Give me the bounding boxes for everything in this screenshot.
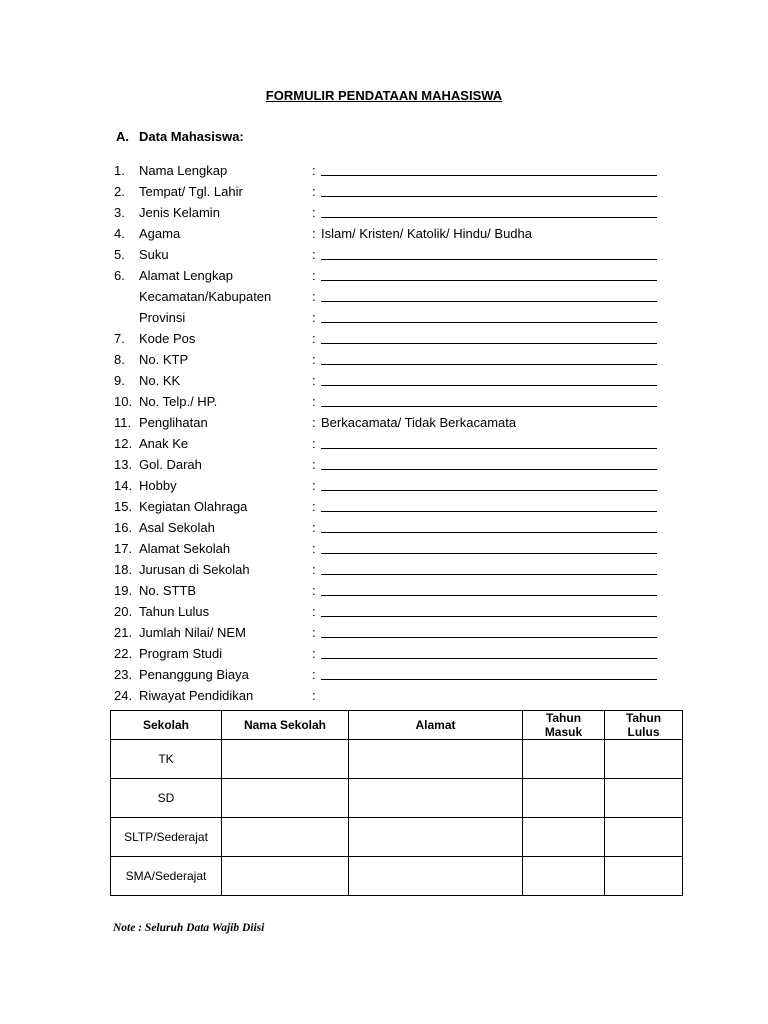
form-field-row [0,161,768,182]
school-level-cell: TK [111,740,222,779]
field-colon: : [312,499,316,514]
field-label: Jenis Kelamin [139,205,220,220]
field-number: 17. [114,541,133,556]
field-colon: : [312,457,316,472]
field-colon: : [312,394,316,409]
field-label: Kecamatan/Kabupaten [139,289,272,304]
field-number: 1. [114,163,125,178]
form-field-row [0,560,768,581]
field-number: 21. [114,625,133,640]
field-blank-line[interactable] [321,385,657,386]
form-field-row [0,350,768,371]
form-title: FORMULIR PENDATAAN MAHASISWA [265,88,503,103]
field-number: 6. [114,268,125,283]
field-number: 12. [114,436,133,451]
form-field-row [0,308,768,329]
field-label: No. STTB [139,583,197,598]
field-number: 15. [114,499,133,514]
field-number: 20. [114,604,133,619]
field-colon: : [312,436,316,451]
field-colon: : [312,352,316,367]
field-blank-line[interactable] [321,595,657,596]
field-number: 8. [114,352,125,367]
field-label: Tahun Lulus [139,604,210,619]
empty-entry-cell[interactable] [523,857,605,896]
field-label: Suku [139,247,169,262]
form-field-row [0,392,768,413]
field-colon: : [312,646,316,661]
field-blank-line[interactable] [321,448,657,449]
table-row [111,779,683,818]
field-label: No. KTP [139,352,189,367]
form-field-row [0,644,768,665]
field-colon: : [312,310,316,325]
field-blank-line[interactable] [321,679,657,680]
field-blank-line[interactable] [321,658,657,659]
table-header-cell [349,711,523,740]
form-field-row [0,602,768,623]
field-label: Alamat Lengkap [139,268,233,283]
field-blank-line[interactable] [321,490,657,491]
field-blank-line[interactable] [321,637,657,638]
form-field-row [0,266,768,287]
field-blank-line[interactable] [321,343,657,344]
field-number: 23. [114,667,133,682]
field-blank-line[interactable] [321,511,657,512]
field-number: 11. [114,415,132,430]
field-label: Agama [139,226,181,241]
field-blank-line[interactable] [321,322,657,323]
table-row [111,857,683,896]
empty-entry-cell[interactable] [349,740,523,779]
header-text: Masuk [544,725,583,739]
field-number: 14. [114,478,133,493]
education-history-table [110,710,683,896]
section-title: Data Mahasiswa: [139,129,244,144]
field-label: Kegiatan Olahraga [139,499,248,514]
table-header-row [111,711,683,740]
field-blank-line[interactable] [321,196,657,197]
field-colon: : [312,331,316,346]
field-label: Asal Sekolah [139,520,215,535]
field-colon: : [312,415,316,430]
field-blank-line[interactable] [321,364,657,365]
header-text: Alamat [415,718,456,732]
field-options: Berkacamata/ Tidak Berkacamata [321,415,517,430]
field-blank-line[interactable] [321,469,657,470]
empty-entry-cell[interactable] [605,779,683,818]
field-colon: : [312,247,316,262]
field-list [0,161,768,707]
header-text: Tahun [545,711,582,725]
form-field-row [0,224,768,245]
form-field-row [0,539,768,560]
field-number: 19. [114,583,133,598]
form-field-row [0,455,768,476]
empty-entry-cell[interactable] [349,779,523,818]
field-number: 5. [114,247,125,262]
field-number: 7. [114,331,125,346]
field-blank-line[interactable] [321,301,657,302]
field-colon: : [312,184,316,199]
table-row [111,740,683,779]
field-number: 3. [114,205,125,220]
field-colon: : [312,520,316,535]
field-number: 22. [114,646,133,661]
form-field-row [0,518,768,539]
form-field-row [0,287,768,308]
empty-entry-cell[interactable] [605,818,683,857]
form-field-row [0,623,768,644]
section-heading [116,129,244,144]
empty-entry-cell[interactable] [349,857,523,896]
form-field-row [0,413,768,434]
field-label: Provinsi [139,310,186,325]
empty-entry-cell[interactable] [222,779,349,818]
field-label: Jurusan di Sekolah [139,562,250,577]
table-header-cell [605,711,683,740]
empty-entry-cell[interactable] [605,740,683,779]
field-colon: : [312,163,316,178]
field-number: 18. [114,562,133,577]
empty-entry-cell[interactable] [605,857,683,896]
field-blank-line[interactable] [321,280,657,281]
field-label: Penanggung Biaya [139,667,249,682]
header-text: Nama Sekolah [243,718,327,732]
field-blank-line[interactable] [321,553,657,554]
field-label: No. Telp./ HP. [139,394,218,409]
form-field-row [0,476,768,497]
field-label: Nama Lengkap [139,163,228,178]
form-field-row [0,371,768,392]
field-options: Islam/ Kristen/ Katolik/ Hindu/ Budha [321,226,532,241]
form-field-row [0,581,768,602]
field-colon: : [312,562,316,577]
field-label: Gol. Darah [139,457,202,472]
empty-entry-cell[interactable] [222,740,349,779]
empty-entry-cell[interactable] [523,740,605,779]
table-row [111,818,683,857]
school-level-cell: SMA/Sederajat [111,857,222,896]
field-label: Penglihatan [139,415,208,430]
field-blank-line[interactable] [321,616,657,617]
field-colon: : [312,541,316,556]
field-blank-line[interactable] [321,259,657,260]
empty-entry-cell[interactable] [222,818,349,857]
field-label: Program Studi [139,646,223,661]
note-text: Note : Seluruh Data Wajib Diisi [113,922,265,934]
field-label: Alamat Sekolah [139,541,231,556]
field-number: 24. [114,688,133,703]
empty-entry-cell[interactable] [349,818,523,857]
school-level-cell: SD [111,779,222,818]
form-field-row [0,665,768,686]
field-blank-line[interactable] [321,532,657,533]
field-blank-line[interactable] [321,406,657,407]
field-number: 16. [114,520,133,535]
section-letter: A. [116,129,129,144]
field-label: Hobby [139,478,177,493]
field-colon: : [312,289,316,304]
empty-entry-cell[interactable] [523,818,605,857]
field-colon: : [312,205,316,220]
field-colon: : [312,226,316,241]
table-header-cell [222,711,349,740]
school-level-cell: SLTP/Sederajat [111,818,222,857]
field-colon: : [312,625,316,640]
field-label: Kode Pos [139,331,196,346]
empty-entry-cell[interactable] [222,857,349,896]
table-header-cell [523,711,605,740]
field-blank-line[interactable] [321,574,657,575]
field-number: 10. [114,394,133,409]
header-text: Tahun [625,711,662,725]
header-text: Lulus [627,725,660,739]
field-number: 9. [114,373,125,388]
field-label: Anak Ke [139,436,189,451]
table-header-cell [111,711,222,740]
field-colon: : [312,604,316,619]
field-label: Riwayat Pendidikan [139,688,254,703]
field-colon: : [312,583,316,598]
empty-entry-cell[interactable] [523,779,605,818]
form-field-row [0,245,768,266]
field-label: Jumlah Nilai/ NEM [139,625,246,640]
field-colon: : [312,268,316,283]
form-field-row [0,182,768,203]
field-label: Tempat/ Tgl. Lahir [139,184,243,199]
form-field-row [0,434,768,455]
form-field-row [0,203,768,224]
field-number: 2. [114,184,125,199]
form-field-row [0,686,768,707]
field-colon: : [312,373,316,388]
field-number: 4. [114,226,125,241]
field-label: No. KK [139,373,181,388]
field-number: 13. [114,457,133,472]
field-colon: : [312,688,316,703]
field-colon: : [312,667,316,682]
field-blank-line[interactable] [321,217,657,218]
form-field-row [0,497,768,518]
header-text: Sekolah [142,718,190,732]
field-blank-line[interactable] [321,175,657,176]
field-colon: : [312,478,316,493]
form-field-row [0,329,768,350]
